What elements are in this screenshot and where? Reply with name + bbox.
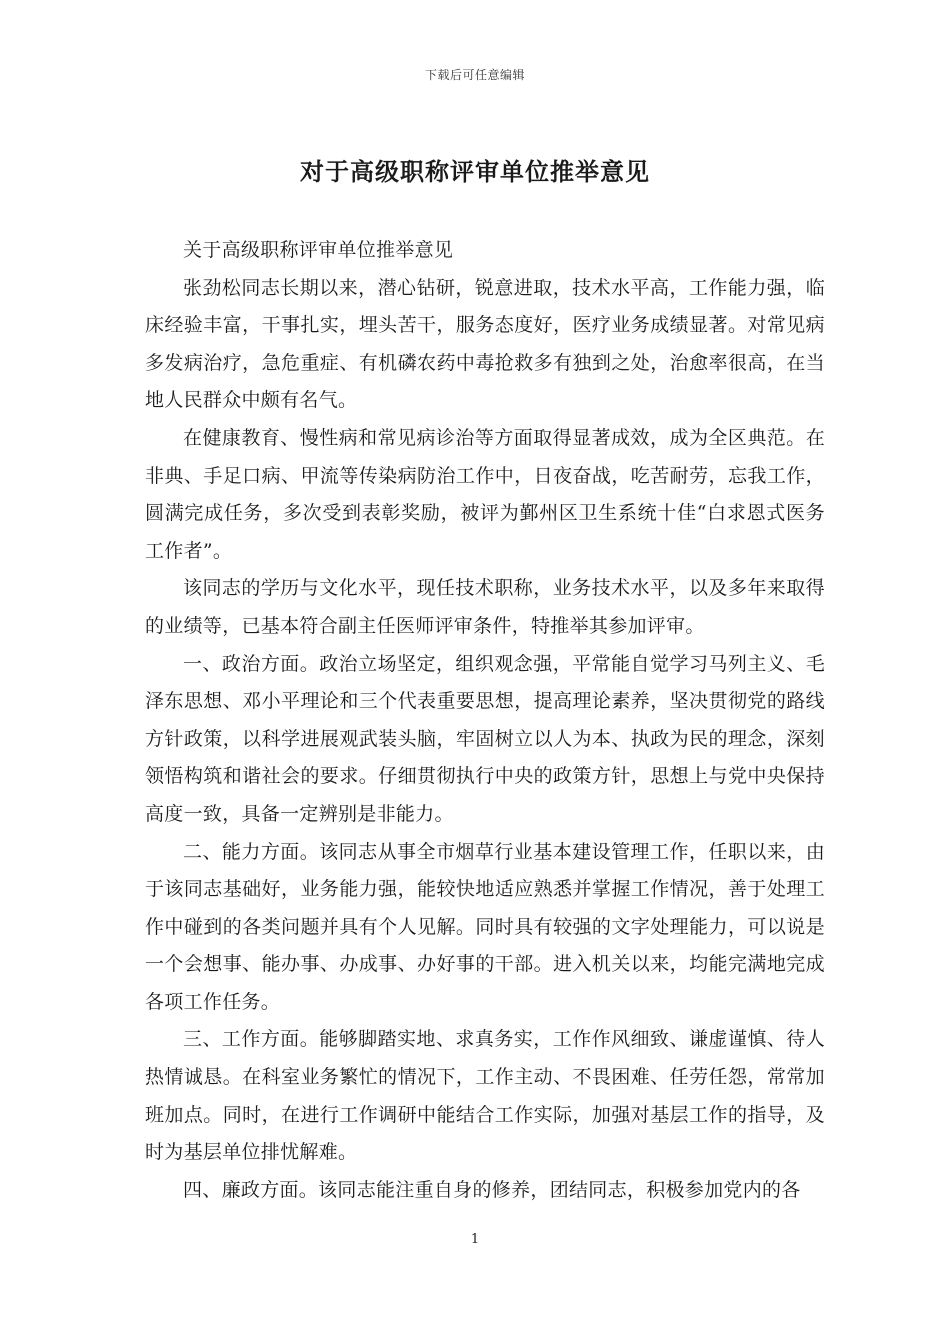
body-paragraph-politics: 一、政治方面。政治立场坚定，组织观念强，平常能自觉学习马列主义、毛泽东思想、邓小平理论和三个代表重要思想，提高理论素养，坚决贯彻党的路线方针政策，以科学进展观武装头脑，牢固树立以人为本、执政为民的理念，深刻领悟构筑和谐社会的要求。仔细贯彻执行中央的政策方针，思想上与党中央保持高度一致，具备一定辨别是非能力。 [145,652,825,825]
document-title: 对于高级职称评审单位推举意见 [300,157,650,186]
body-paragraph-integrity: 四、廉政方面。该同志能注重自身的修养，团结同志，积极参加党内的各 [183,1178,801,1201]
document-body [145,232,825,1209]
page-number: 1 [470,1232,480,1247]
body-paragraph: 张劲松同志长期以来，潜心钻研，锐意进取，技术水平高，工作能力强，临床经验丰富，干事扎实，埋头苦干，服务态度好，医疗业务成绩显著。对常见病多发病治疗，急危重症、有机磷农药中毒抢救多有独到之处，治愈率很高，在当地人民群众中颇有名气。 [145,276,825,412]
body-paragraph: 该同志的学历与文化水平，现任技术职称，业务技术水平，以及多年来取得的业绩等，已基本符合副主任医师评审条件，特推举其参加评审。 [145,577,825,637]
body-paragraph: 在健康教育、慢性病和常见病诊治等方面取得显著成效，成为全区典范。在非典、手足口病、甲流等传染病防治工作中，日夜奋战，吃苦耐劳，忘我工作，圆满完成任务，多次受到表彰奖励，被评为鄞州区卫生系统十佳“白求恩式医务工作者”。 [145,426,825,562]
body-paragraph-ability: 二、能力方面。该同志从事全市烟草行业基本建设管理工作，任职以来，由于该同志基础好，业务能力强，能较快地适应熟悉并掌握工作情况，善于处理工作中碰到的各类问题并具有个人见解。同时具有较强的文字处理能力，可以说是一个会想事、能办事、办成事、办好事的干部。进入机关以来，均能完满地完成各项工作任务。 [145,840,825,1013]
header-note: 下载后可任意编辑 [424,68,525,82]
subtitle-paragraph: 关于高级职称评审单位推举意见 [183,239,454,261]
body-paragraph-work: 三、工作方面。能够脚踏实地、求真务实，工作作风细致、谦虚谨慎、待人热情诚恳。在科室业务繁忙的情况下，工作主动、不畏困难、任劳任怨，常常加班加点。同时，在进行工作调研中能结合工作实际，加强对基层工作的指导，及时为基层单位排忧解难。 [145,1028,825,1164]
